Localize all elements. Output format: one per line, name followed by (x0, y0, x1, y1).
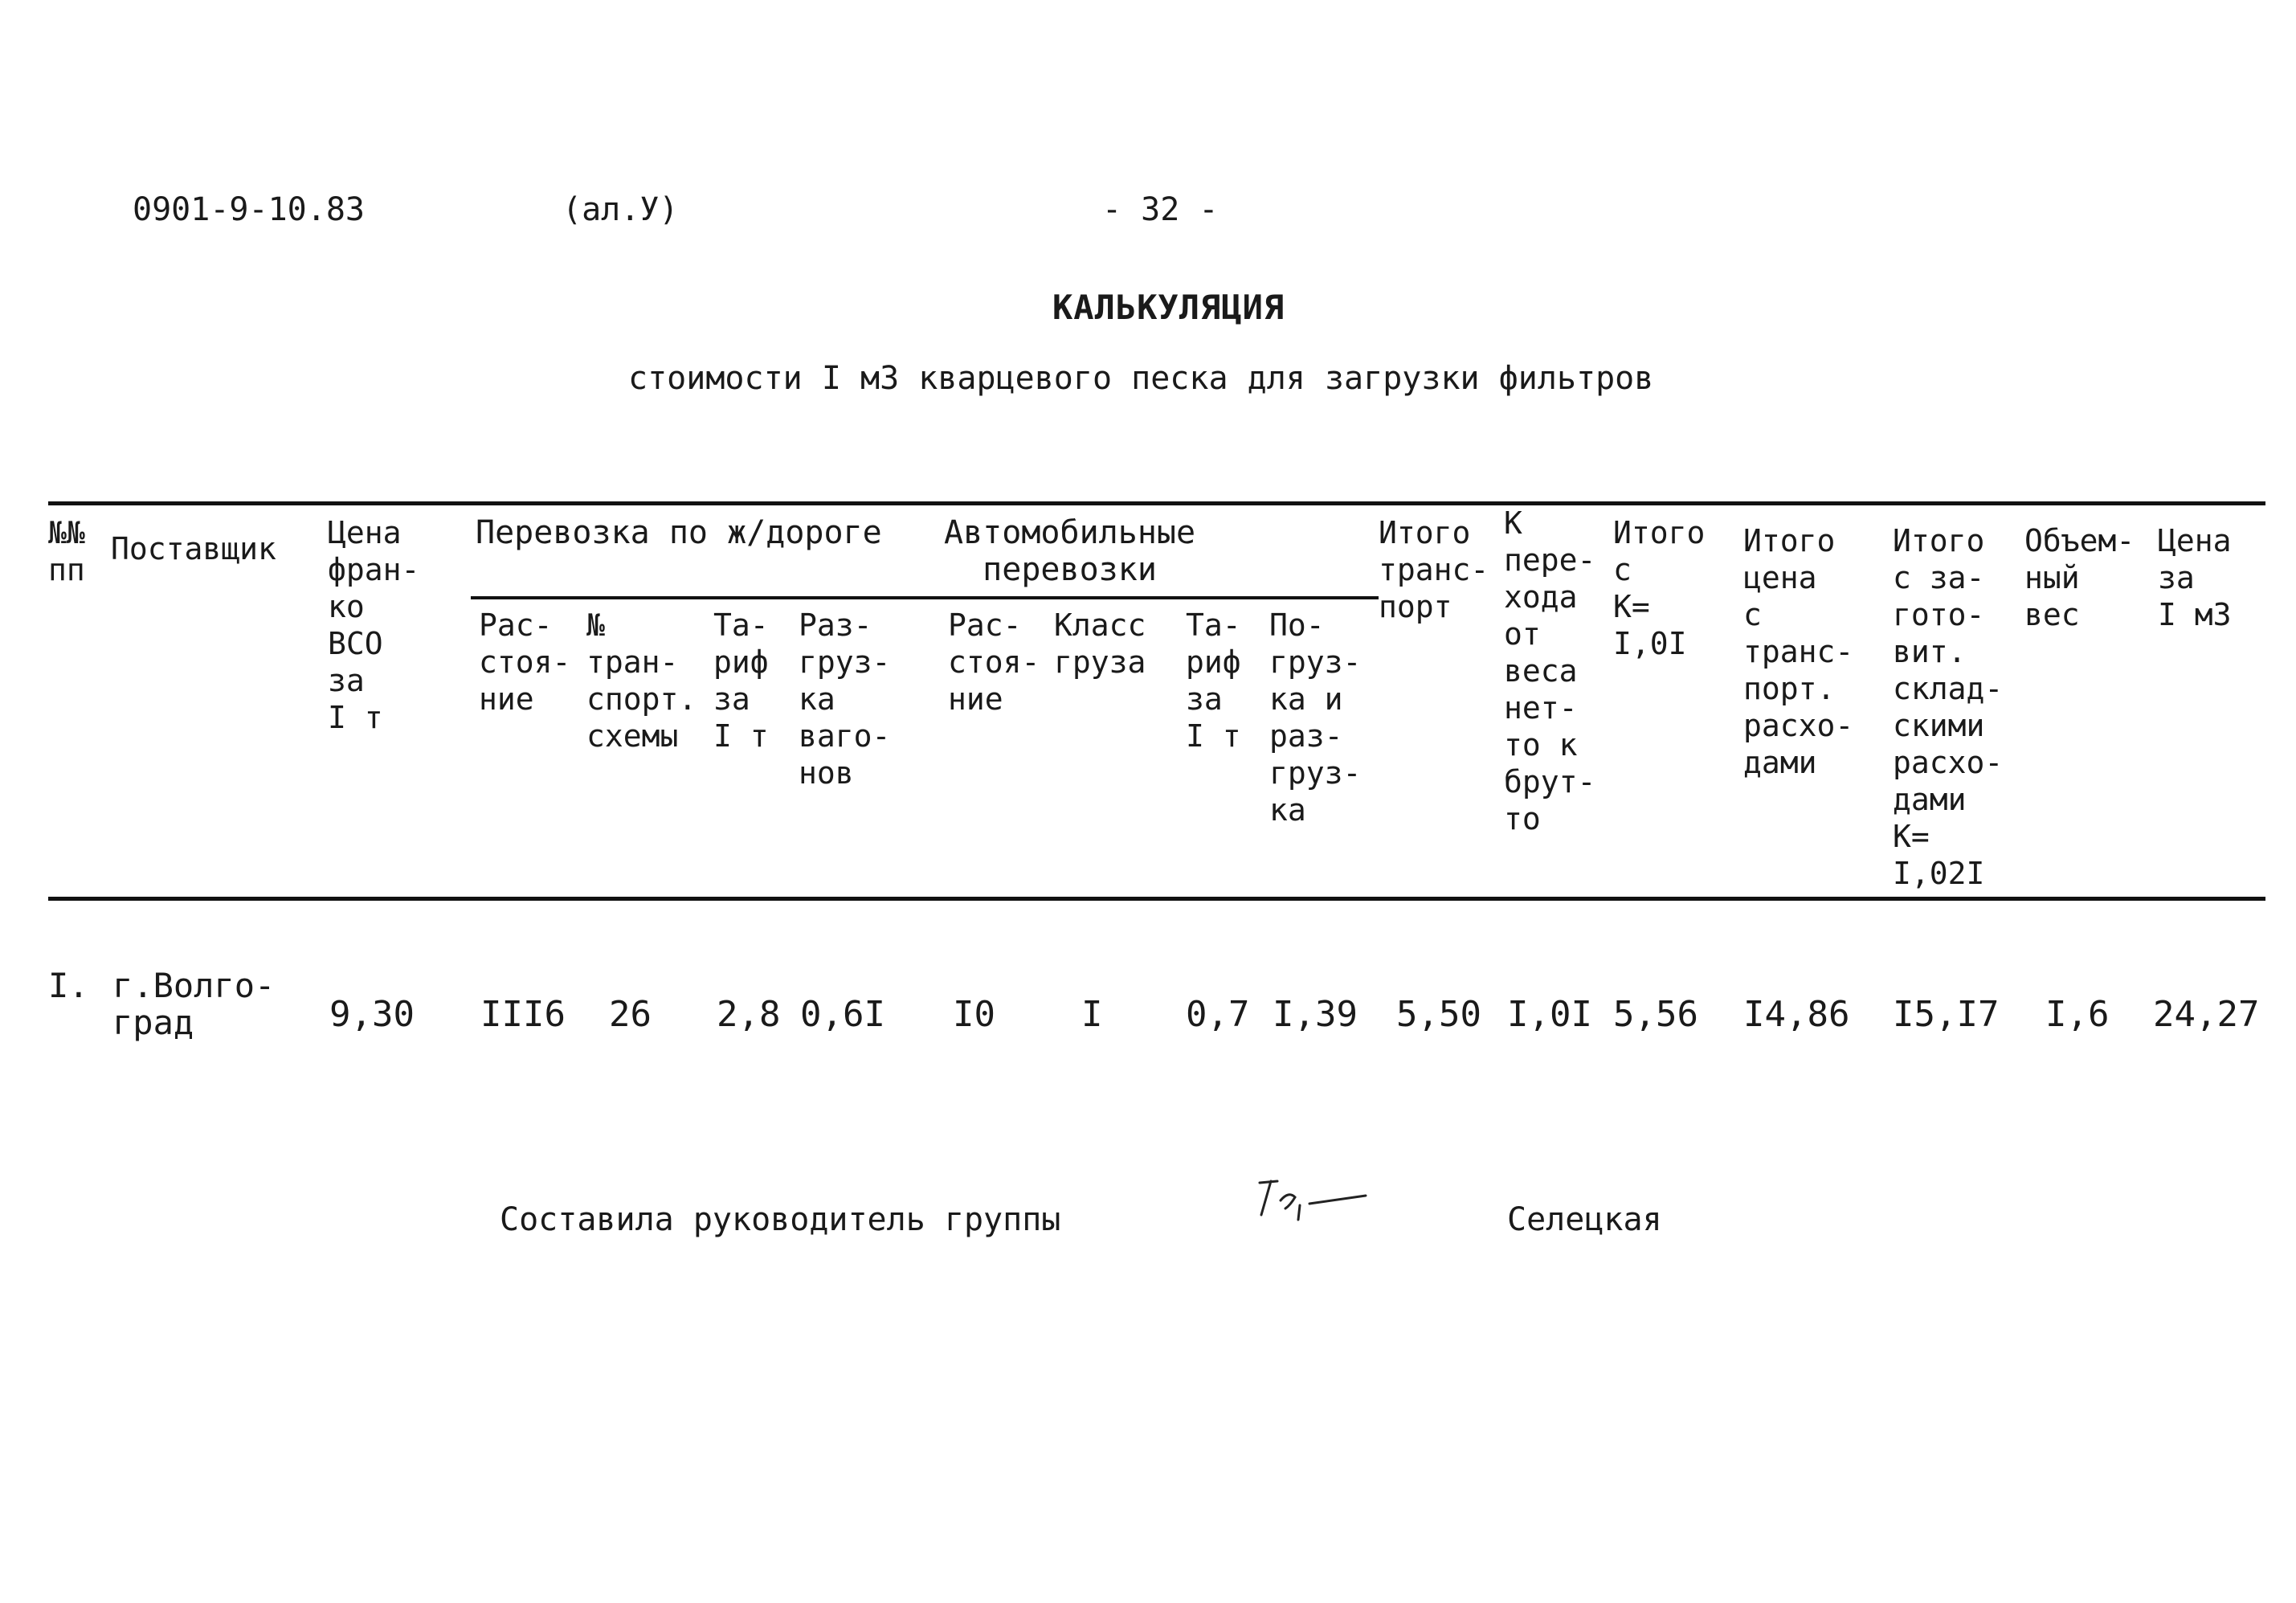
row-total-with-storage: I5,I7 (1893, 994, 2000, 1035)
row-rail-tariff: 2,8 (717, 994, 781, 1035)
row-loading-unloading: I,39 (1273, 994, 1358, 1035)
row-price: 9,30 (329, 994, 415, 1035)
row-auto-distance: I0 (953, 994, 995, 1035)
group-header-auto: Автомобильные перевозки (944, 514, 1196, 588)
col-header-bulk-weight: Объем- ный вес (2024, 523, 2135, 632)
signature-mark (1253, 1173, 1374, 1229)
col-header-rail-tariff: Та- риф за I т (713, 607, 769, 754)
row-total-with-transport: I4,86 (1743, 994, 1850, 1035)
table-header-rule (48, 897, 2265, 901)
col-header-wagon-unloading: Раз- груз- ка ваго- нов (799, 607, 891, 791)
row-rail-distance: III6 (480, 994, 566, 1035)
row-bulk-weight: I,6 (2045, 994, 2110, 1035)
col-header-price-per-m3: Цена за I м3 (2158, 523, 2232, 632)
compiled-by-label: Составила руководитель группы (500, 1201, 1061, 1238)
col-header-transport-scheme: № тран- спорт. схемы (586, 607, 697, 754)
col-header-transport-total: Итого транс- порт (1379, 515, 1489, 624)
row-price-per-m3: 24,27 (2153, 994, 2260, 1035)
row-supplier: г.Волго- град (112, 966, 276, 1042)
row-auto-tariff: 0,7 (1186, 994, 1250, 1035)
col-header-total-with-transport: Итого цена с транс- порт. расхо- дами (1743, 523, 1854, 780)
row-wagon-unloading: 0,6I (800, 994, 885, 1035)
col-header-auto-distance: Рас- стоя- ние (948, 607, 1040, 717)
album-label: (ал.У) (562, 191, 679, 228)
row-cargo-class: I (1081, 994, 1103, 1035)
col-header-auto-tariff: Та- риф за I т (1186, 607, 1241, 754)
col-header-price: Цена фран- ко ВСО за I т (328, 515, 420, 735)
document-code: 0901-9-10.83 (133, 191, 365, 228)
col-header-total-k: Итого с К= I,0I (1613, 515, 1706, 661)
col-header-total-with-storage: Итого с за- гото- вит. склад- скими расхо- дами К= I,02I (1893, 523, 2004, 891)
row-transport-scheme: 26 (609, 994, 652, 1035)
col-header-supplier: Поставщик (111, 531, 276, 566)
row-transport-total: 5,50 (1396, 994, 1481, 1035)
col-header-net-gross-coef: К пере- хода от веса нет- то к брут- то (1504, 505, 1596, 836)
page-subtitle: стоимости I м3 кварцевого песка для загрузки фильтров (628, 360, 1654, 397)
col-header-rail-distance: Рас- стоя- ние (479, 607, 571, 717)
group-header-rail: Перевозка по ж/дороге (476, 514, 882, 551)
table-top-rule (48, 501, 2265, 505)
col-header-loading-unloading: По- груз- ка и раз- груз- ка (1269, 607, 1362, 828)
page-number: - 32 - (1102, 191, 1219, 228)
compiler-name: Селецкая (1507, 1201, 1662, 1238)
col-header-cargo-class: Класс груза (1054, 607, 1146, 680)
col-header-number: №№ пп (48, 515, 85, 587)
group-header-underline (471, 596, 1379, 599)
page-title: КАЛЬКУЛЯЦИЯ (1052, 288, 1285, 327)
row-net-gross-coef: I,0I (1507, 994, 1592, 1035)
row-total-k: 5,56 (1613, 994, 1698, 1035)
row-number: I. (48, 966, 89, 1005)
